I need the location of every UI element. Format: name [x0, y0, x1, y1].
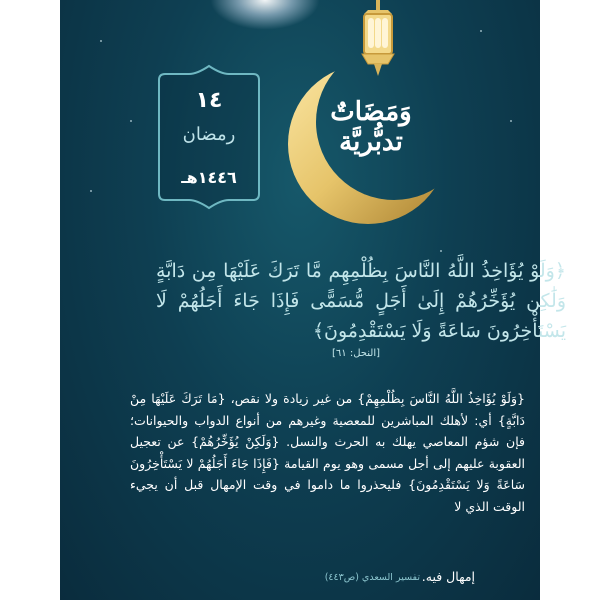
- title-line-1: وَمَضَاتٌ: [330, 97, 412, 127]
- ramadan-card: [60, 0, 566, 600]
- date-badge: [155, 62, 263, 212]
- star: [90, 190, 92, 192]
- title-line-2: تدبُّريَّة: [339, 126, 403, 157]
- quran-verse: ﴿وَلَوْ يُؤَاخِذُ اللَّهُ النَّاسَ بِظُلْمِهِم مَّا تَرَكَ عَلَيْهَا مِن دَابَّةٍ وَلَٰكِن يُؤَخِّرُهُمْ إِلَىٰ أَجَلٍ مُّسَمًّى فَإِذَا جَاءَ أَجَلُهُمْ لَا يَسْتَأْخِرُونَ سَاعَةً وَلَا يَسْتَقْدِمُونَ﴾: [156, 260, 566, 342]
- month-name: رمضان: [182, 124, 236, 145]
- star: [480, 30, 482, 32]
- moon-glow: [210, 0, 320, 30]
- star: [510, 120, 512, 122]
- verse-reference: [النحل: ٦١]: [332, 348, 380, 359]
- tafsir-source: تفسير السعدي (ص٤٤٣): [324, 572, 420, 583]
- star: [100, 40, 102, 42]
- series-title: [296, 98, 446, 158]
- tafsir-paragraph: {وَلَوْ يُؤَاخِذُ اللَّهُ النَّاسَ بِظُلْمِهِمْ} من غير زيادة ولا نقص، {مَا تَرَكَ عَلَيْهَا مِنْ دَابَّةٍ} أي: لأهلك المباشرين للمعصية وغيرهم من أنواع الدواب والحيوانات؛ فإن شؤم المعاصي يهلك به الحرث والنسل. {وَلَكِنْ يُؤَخِّرُهُمْ} عن تعجيل العقوبة عليهم إلى أجل مسمى وهو يوم القيامة {فَإِذَا جَاءَ أَجَلُهُمْ لا يَسْتَأْخِرُونَ سَاعَةً وَلا يَسْتَقْدِمُونَ} فليحذروا ما داموا في وقت الإمهال قبل أن يجيء الوقت الذي لا: [130, 391, 525, 514]
- hijri-year: ١٤٤٦هـ: [181, 168, 237, 187]
- tafsir-ending: إمهال فيه.: [421, 569, 475, 584]
- day-number: ١٤: [195, 88, 223, 113]
- star: [440, 250, 442, 252]
- star: [130, 120, 132, 122]
